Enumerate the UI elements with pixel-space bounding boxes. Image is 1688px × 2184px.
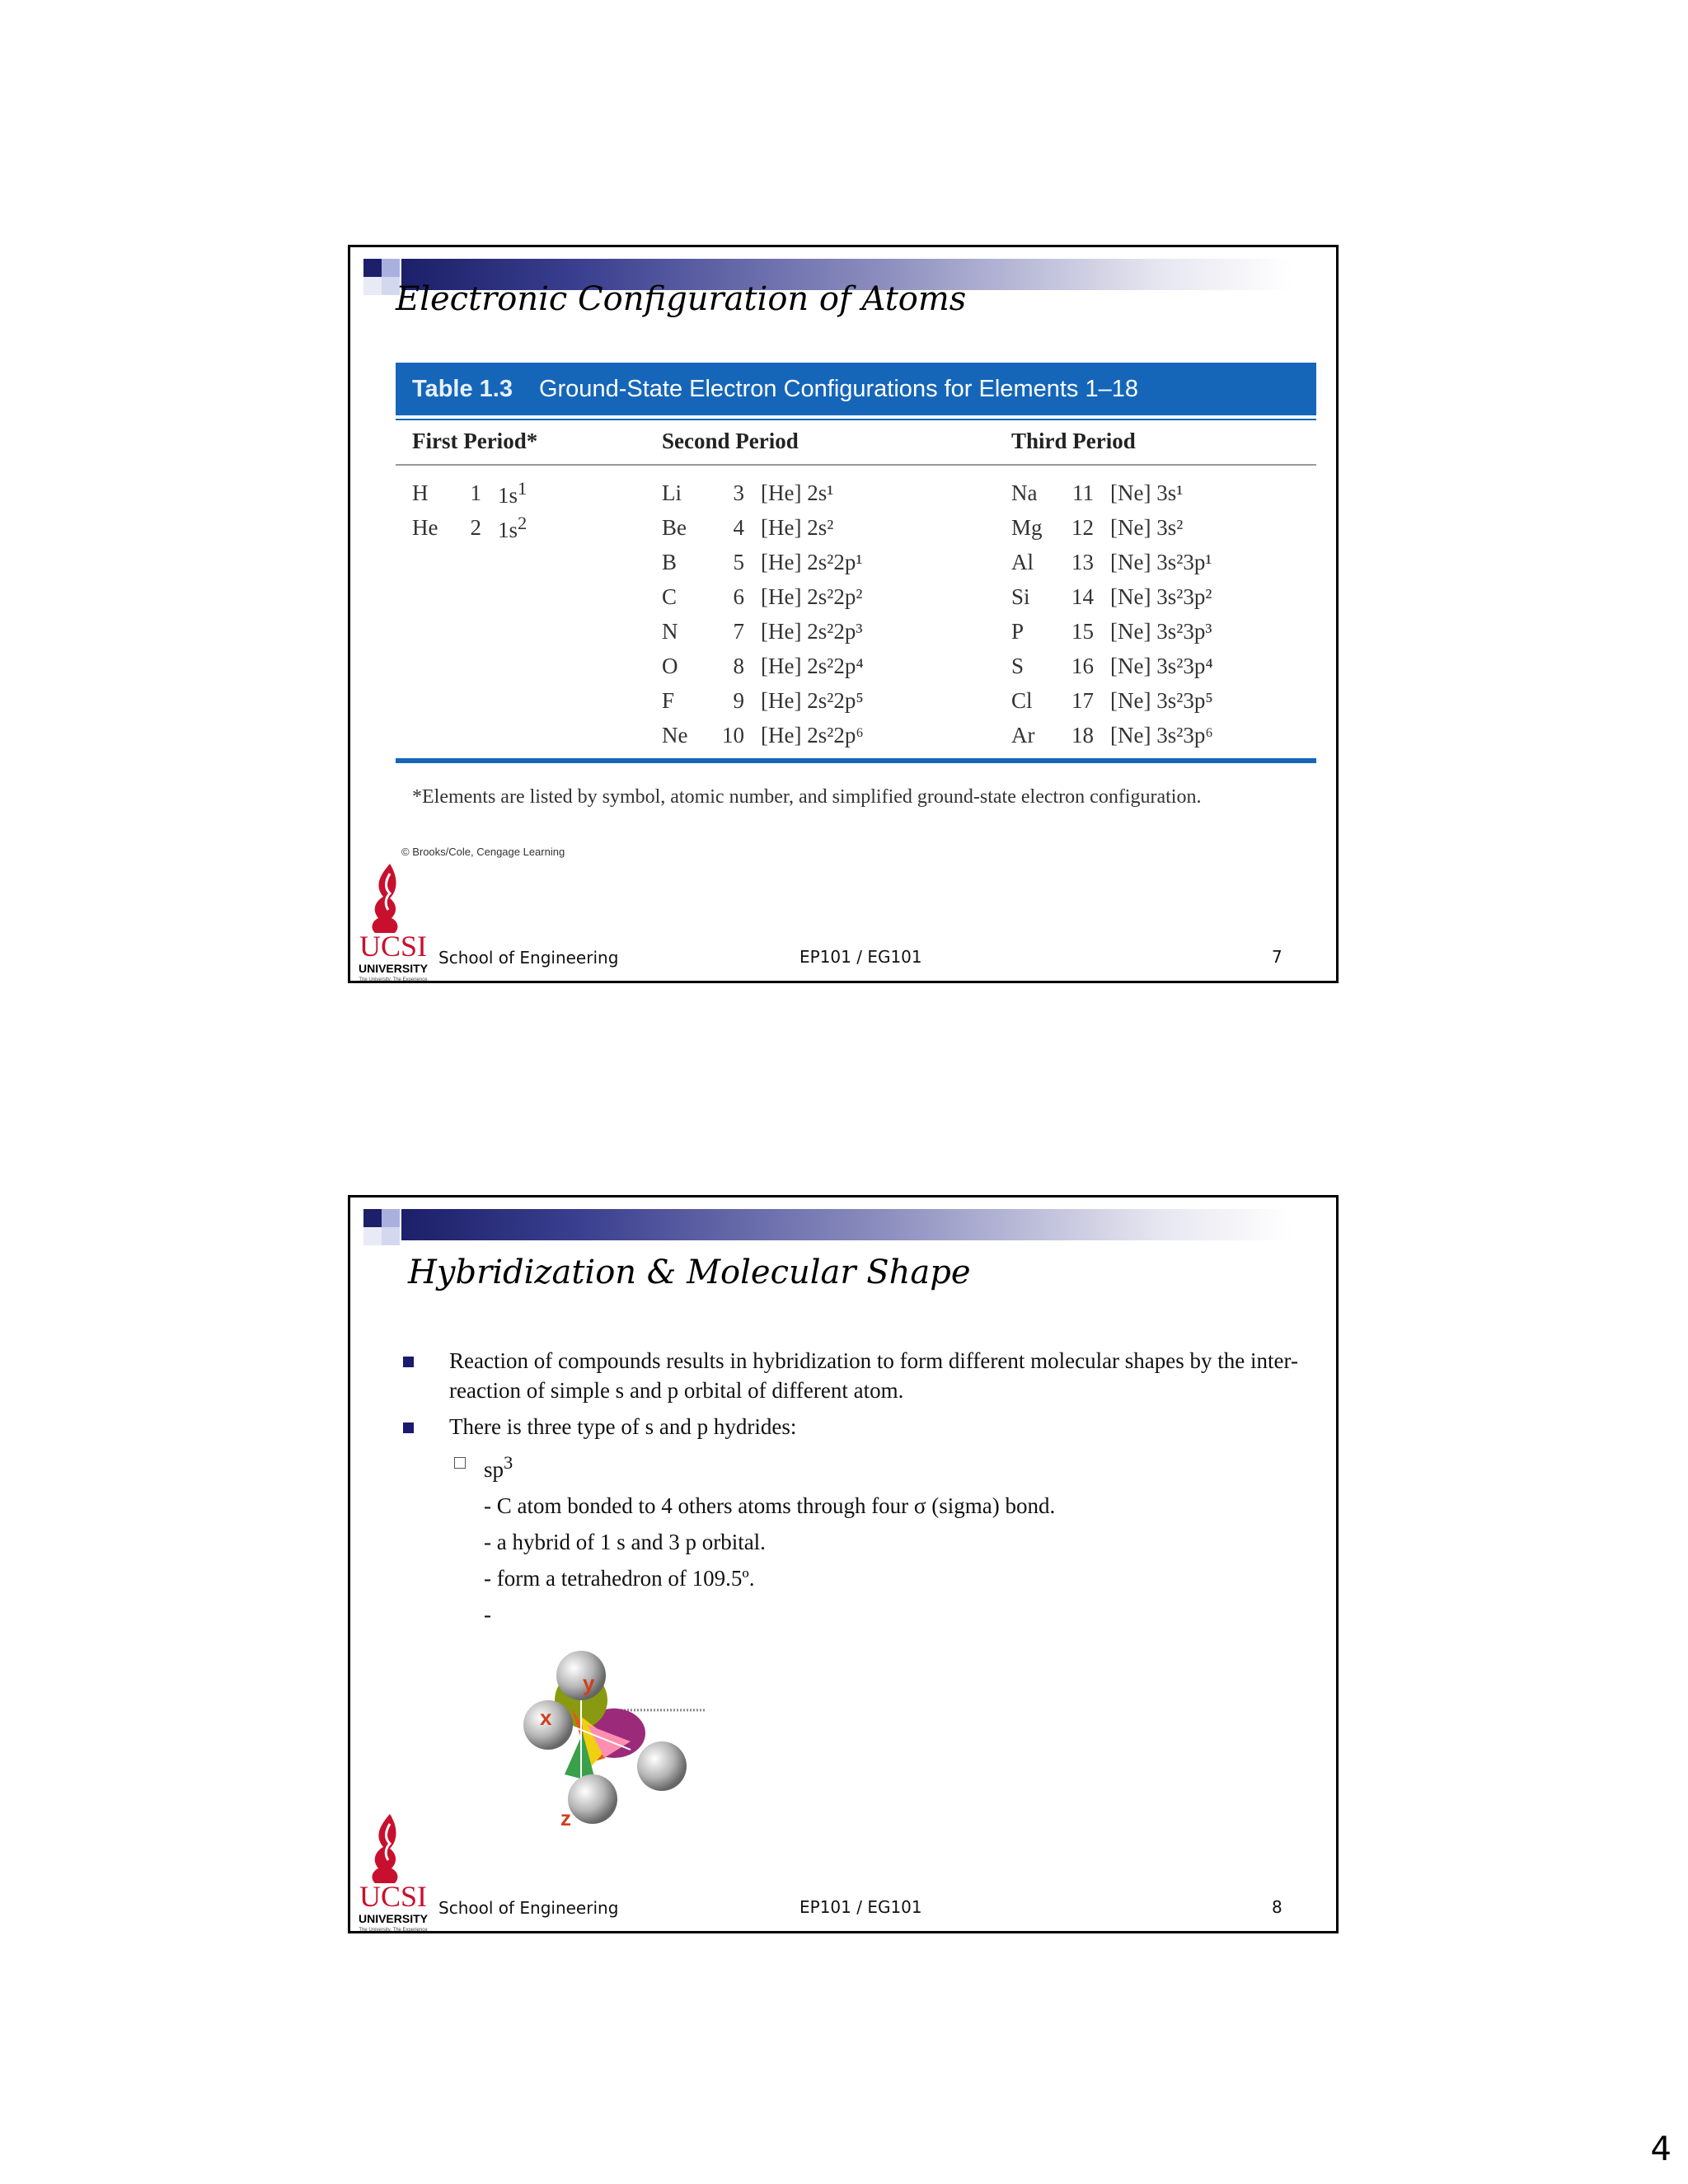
svg-text:UCSI: UCSI (359, 930, 428, 963)
table-row (662, 546, 862, 579)
atomic-number: 8 (733, 653, 744, 678)
deco-square (363, 259, 382, 277)
electron-config: [Ne] 3s²3p³ (1110, 618, 1212, 644)
sp3-orbital-diagram (490, 1618, 705, 1836)
hollow-square-bullet-icon (454, 1457, 466, 1469)
element-symbol: Si (1011, 583, 1030, 609)
element-symbol: O (662, 653, 678, 678)
electron-config: [Ne] 3s²3p⁶ (1110, 722, 1213, 748)
atomic-number: 9 (733, 687, 744, 713)
slide-title: Electronic Configuration of Atoms (396, 280, 967, 318)
image-credit: © Brooks/Cole, Cengage Learning (401, 846, 565, 858)
ucsi-logo (354, 859, 433, 983)
electron-config: [He] 2s²2p⁵ (761, 687, 864, 713)
config-base: 1s (498, 517, 518, 542)
deco-square (363, 1227, 382, 1245)
element-symbol: Cl (1011, 687, 1033, 713)
column-header-first-period: First Period* (412, 429, 538, 453)
atomic-number: 16 (1071, 653, 1094, 678)
config-sup: 1 (518, 477, 528, 499)
bullet-text: Reaction of compounds results in hybridization to form different molecular shapes by the inter-reaction of simple s and p orbital of different atom. (449, 1348, 1298, 1403)
table-footnote: *Elements are listed by symbol, atomic number, and simplified ground-state electron configuration. (412, 786, 1202, 808)
element-symbol: Na (1011, 480, 1038, 505)
footer-course: EP101 / EG101 (799, 1897, 922, 1917)
atomic-number: 2 (470, 514, 481, 540)
table-row (1011, 580, 1212, 613)
bullet-item (400, 1346, 1306, 1405)
table-row (1011, 649, 1213, 682)
table-row (412, 511, 527, 544)
square-bullet-icon (403, 1422, 414, 1433)
slide-title: Hybridization & Molecular Shape (408, 1254, 971, 1291)
footer-course: EP101 / EG101 (799, 947, 922, 967)
electron-config: [Ne] 3s²3p² (1110, 583, 1212, 609)
table-row (662, 684, 864, 717)
table-row (662, 649, 864, 682)
electron-config: [He] 2s² (761, 514, 834, 540)
atomic-number: 5 (733, 549, 744, 574)
footer-school: School of Engineering (438, 1898, 619, 1918)
element-symbol: Ne (662, 722, 688, 748)
electron-config (498, 513, 527, 543)
table-row (662, 511, 833, 544)
sub-bullet-text: sp (484, 1457, 504, 1482)
atomic-number: 12 (1071, 514, 1094, 540)
atomic-number: 14 (1071, 583, 1094, 609)
atomic-number: 11 (1072, 480, 1094, 505)
electron-config: [He] 2s²2p⁶ (761, 722, 864, 748)
svg-text:The University, The Experience: The University, The Experience (359, 1928, 428, 1933)
axis-label-y: y (583, 1671, 595, 1695)
table-caption: Ground-State Electron Configurations for Elements 1–18 (538, 375, 1138, 402)
deco-square (382, 259, 400, 277)
deco-square (382, 1227, 400, 1245)
electron-config: [He] 2s²2p⁴ (761, 653, 864, 678)
table-row (662, 615, 862, 648)
table-row (1011, 719, 1213, 752)
atomic-number: 6 (733, 583, 744, 609)
column-header-third-period: Third Period (1011, 429, 1136, 453)
element-symbol: Mg (1011, 514, 1043, 540)
table-row (1011, 511, 1183, 544)
sub-bullet-item (400, 1448, 1306, 1484)
footer-school: School of Engineering (438, 948, 619, 968)
table-row (662, 719, 864, 752)
title-gradient-bar (401, 1209, 1292, 1240)
table-row (1011, 476, 1183, 509)
deco-square (363, 277, 382, 295)
atomic-number: 3 (733, 480, 744, 505)
electron-config: [Ne] 3s²3p¹ (1110, 549, 1212, 574)
svg-text:UCSI: UCSI (359, 1880, 428, 1913)
detail-line: - (484, 1602, 491, 1627)
ucsi-logo (354, 1809, 433, 1933)
atomic-number: 17 (1071, 687, 1094, 713)
svg-text:UNIVERSITY: UNIVERSITY (358, 1912, 429, 1925)
table-row (1011, 615, 1212, 648)
config-base: 1s (498, 482, 518, 508)
table-top-rule (396, 419, 1316, 420)
atomic-number: 15 (1071, 618, 1094, 644)
page-number: 4 (1650, 2130, 1672, 2168)
atomic-number: 4 (733, 514, 744, 540)
bullet-list (400, 1346, 1306, 1629)
element-symbol: F (662, 687, 675, 713)
column-header-second-period: Second Period (662, 429, 799, 453)
table-row (1011, 546, 1212, 579)
atomic-number: 1 (470, 480, 481, 505)
table-number: Table 1.3 (412, 375, 513, 402)
config-sup: 2 (518, 512, 528, 533)
axis-label-x: x (540, 1705, 552, 1730)
detail-line: - C atom bonded to 4 others atoms through four σ (sigma) bond. (484, 1493, 1056, 1518)
electron-config: [He] 2s²2p³ (761, 618, 863, 644)
element-symbol: Al (1011, 549, 1034, 574)
atomic-number: 10 (722, 722, 744, 748)
element-symbol: H (412, 480, 429, 505)
electron-config: [Ne] 3s¹ (1110, 480, 1184, 505)
table-bottom-rule (396, 758, 1316, 763)
bullet-item (400, 1412, 1306, 1441)
footer-page: 7 (1272, 947, 1282, 967)
electron-config: [Ne] 3s²3p⁵ (1110, 687, 1213, 713)
sub-bullet-sup: 3 (504, 1452, 513, 1473)
slide-electronic-configuration (348, 245, 1339, 983)
element-symbol: S (1011, 653, 1025, 678)
atomic-number: 18 (1071, 722, 1094, 748)
deco-square (363, 1209, 382, 1227)
element-symbol: P (1011, 618, 1025, 644)
element-symbol: He (412, 514, 438, 540)
electron-config: [Ne] 3s²3p⁴ (1110, 653, 1213, 678)
element-symbol: C (662, 583, 678, 609)
deco-square (382, 1209, 400, 1227)
svg-text:UNIVERSITY: UNIVERSITY (358, 962, 429, 975)
footer-page: 8 (1272, 1897, 1282, 1917)
square-bullet-icon (403, 1357, 414, 1367)
element-symbol: N (662, 618, 678, 644)
atomic-number: 7 (733, 618, 744, 644)
electron-config: [He] 2s²2p² (761, 583, 863, 609)
table-row (1011, 684, 1213, 717)
detail-line: - form a tetrahedron of 109.5º. (484, 1566, 755, 1591)
atomic-number: 13 (1071, 549, 1094, 574)
table-row (412, 476, 527, 509)
table-row (662, 476, 833, 509)
element-symbol: Ar (1011, 722, 1035, 748)
table-row (662, 580, 862, 613)
detail-line: - a hybrid of 1 s and 3 p orbital. (484, 1530, 766, 1554)
electron-config: [He] 2s²2p¹ (761, 549, 863, 574)
element-symbol: B (662, 549, 678, 574)
axis-label-z: z (560, 1806, 571, 1830)
table-header-rule (396, 464, 1316, 466)
slide-hybridization (348, 1195, 1339, 1933)
electron-config: [He] 2s¹ (761, 480, 834, 505)
element-symbol: Li (662, 480, 682, 505)
electron-config (498, 478, 527, 509)
bullet-text: There is three type of s and p hydrides: (449, 1414, 797, 1439)
svg-text:The University, The Experience: The University, The Experience (359, 977, 428, 982)
table-caption-band (396, 363, 1316, 415)
electron-config: [Ne] 3s² (1110, 514, 1184, 540)
element-symbol: Be (662, 514, 687, 540)
